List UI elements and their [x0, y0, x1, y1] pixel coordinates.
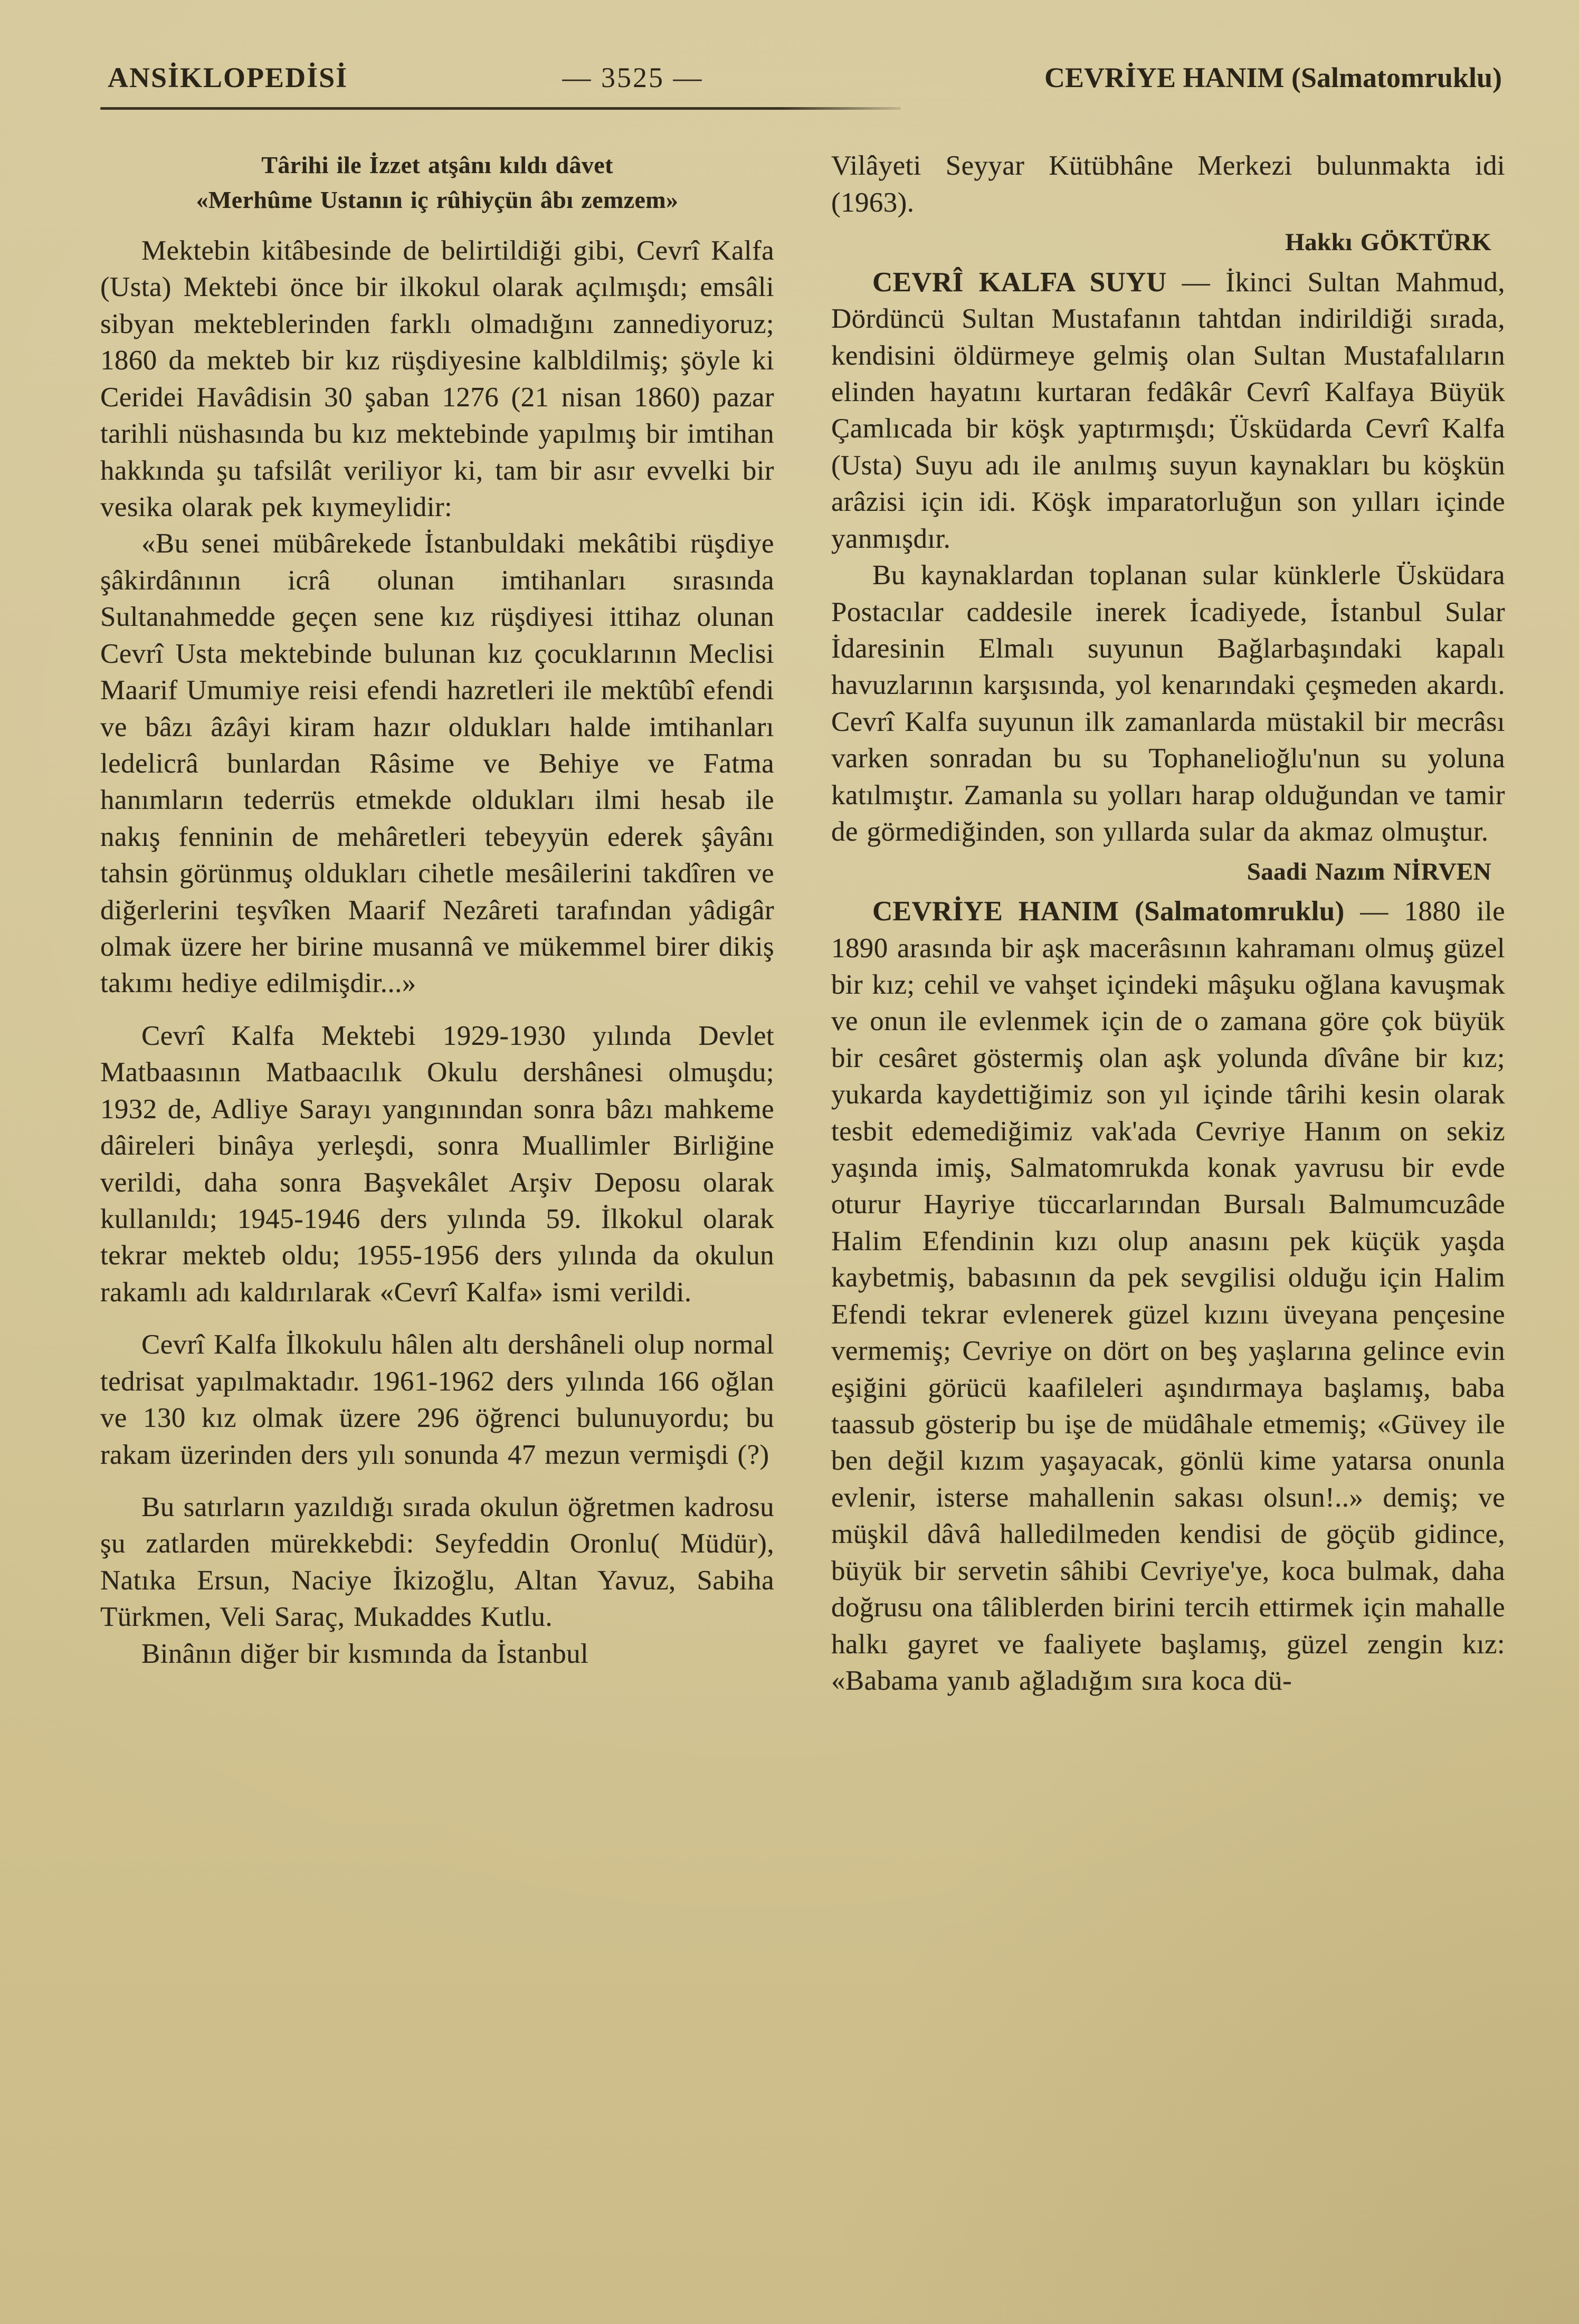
epigraph-line: «Merhûme Ustanın iç rûhiyçün âbı zemzem» — [196, 186, 679, 213]
header-rule — [100, 107, 901, 110]
epigraph-line: Târihi ile İzzet atşânı kıldı dâvet — [261, 151, 613, 179]
page-header — [100, 62, 1505, 93]
right-column — [831, 148, 1505, 1699]
entry-paragraph: CEVRİYE HANIM (Salmatomruklu) — 1880 ile 1890 arasında bir aşk macerâsının kahramanı olmuş güzel bir kız; cehil ve vahşet içindeki mâşuku oğlana kavuşmak ve onun ile evlenmek için de o zamana göre çok büyük bir cesâret göstermiş olan aşk yolunda dîvâne bir kız; yukarda kaydettiğimiz son yıl içinde târihi kesin olarak tesbit edemediğimiz vak'ada Cevriye Hanım on sekiz yaşında imiş, Salmatomrukda konak yavrusu bir evde oturur Hayriye tüccarlarından Bursalı Balmumcuzâde Halim Efendinin kızı olup anasını pek küçük yaşda kaybetmiş, babasının da pek sevgilisi olduğu için Halim Efendi tekrar evlenerek güzel kızını üveyana pençesine vermemiş; Cevriye on dört on beş yaşlarına gelince evin eşiğini görücü kaafileleri aşındırmaya başlamış, baba taassub gösterip bu işe de müdâhale etmemiş; «Güvey ile ben değil kızım yaşayacak, gönlü kime yatarsa onunla evlenir, isterse mahallenin sakası olsun!..» demiş; ve müşkil dâvâ halledilmeden kendisi de göçüb gidince, büyük bir servetin sâhibi Cevriye'ye, koca bulmak, daha doğrusu ona tâliblerden birini tercih ettirmek için mahalle halkı gayret ve faaliyete başlamış, güzel zengin kız: «Babama yanıb ağladığım sıra koca dü- — [831, 896, 1506, 1696]
body-paragraph: Bu satırların yazıldığı sırada okulun öğretmen kadrosu şu zatlarden mürekkebdi: Seyfeddin Oronlu( Müdür), Natıka Ersun, Naciye İkizoğlu, Altan Yavuz, Sabiha Türkmen, Veli Saraç, Mukaddes Kutlu. — [100, 1491, 774, 1633]
entry-headword: CEVRİYE HANIM (Salmatomruklu) — [872, 896, 1345, 927]
body-paragraph: «Bu senei mübârekede İstanbuldaki mekâtibi rüşdiye şâkirdânının icrâ olunan imtihanları sırasında Sultanahmedde geçen sene kız rüşdiyesi ittihaz olunan Cevrî Usta mektebinde bulunan kız çocuklarının Meclisi Maarif Umumiye reisi efendi hazretleri ile mektûbî efendi ve bâzı âzâyi kiram hazır oldukları halde imtihanları ledelicrâ bunlardan Râsime ve Behiye ve Fatma hanımların tederrüs etmekde oldukları ilmi hesab ile nakış fenninin de mehâretleri tebeyyün ederek şâyânı tahsin görünmuş oldukları cihetle mesâilerini takdîren ve diğerlerini teşvîken Maarif Nezâreti tarafından yâdigâr olmak üzere her birine musannâ ve mükemmel birer dikiş takımı hediye edilmişdir...» — [100, 528, 774, 999]
text-columns — [100, 148, 1505, 1699]
entry-headword: CEVRÎ KALFA SUYU — [872, 266, 1167, 298]
body-paragraph: Mektebin kitâbesinde de belirtildiği gibi, Cevrî Kalfa (Usta) Mektebi önce bir ilkokul olarak açılmışdı; emsâli sibyan mekteblerinden farklı olmadığını zannediyoruz; 1860 da mekteb bir kız rüşdiyesine kalbldilmiş; şöyle ki Ceridei Havâdisin 30 şaban 1276 (21 nisan 1860) pazar tarihli nüshasında bu kız mektebinde yapılmış bir imtihan hakkında şu tafsilât veriliyor ki, tam bir asır evvelki bir vesika olarak pek kıymeylidir: — [100, 235, 774, 522]
body-paragraph: Bu kaynaklardan toplanan sular künklerle Üsküdara Postacılar caddesile inerek İcadiyede, İstanbul Sular İdaresinin Elmalı suyunun Bağlarbaşındaki kapalı havuzlarının karşısında, yol kenarındaki çeşmeden akardı. Cevrî Kalfa suyunun ilk zamanlarda müstakil bir mecrâsı varken sonradan bu su Tophanelioğlu'nun su yoluna katılmıştır. Zamanla su yolları harap olduğundan ve tamir de görmediğinden, son yıllarda sular da akmaz olmuştur. — [831, 560, 1505, 847]
epigraph-verse — [100, 148, 774, 217]
author-signature: Hakkı GÖKTÜRK — [1285, 228, 1491, 256]
entry-paragraph: CEVRÎ KALFA SUYU — İkinci Sultan Mahmud, Dördüncü Sultan Mustafanın tahtdan indirildiği sırada, kendisini öldürmeye gelmiş olan Sultan Mustafalıların elinden hayatını kurtaran fedâkâr Cevrî Kalfaya Büyük Çamlıcada bir köşk yaptırmışdı; Üsküdarda Cevrî Kalfa (Usta) Suyu adı ile anılmış suyun kaynakları bu köşkün arâzisi için idi. Köşk imparatorluğun son yılları içinde yanmışdır. — [831, 266, 1505, 554]
body-paragraph: Binânın diğer bir kısmında da İstanbul — [141, 1638, 589, 1669]
header-entry-title: CEVRİYE HANIM (Salmatomruklu) — [1044, 62, 1502, 93]
header-publication-title: ANSİKLOPEDİSİ — [108, 62, 348, 93]
body-paragraph: Cevrî Kalfa Mektebi 1929-1930 yılında Devlet Matbaasının Matbaacılık Okulu dershânesi olmuşdu; 1932 de, Adliye Sarayı yangınından sonra bâzı mahkeme dâireleri binâya yerleşdi, sonra Muallimler Birliğine verildi, daha sonra Başvekâlet Arşiv Deposu olarak kullanıldı; 1945-1946 ders yılında 59. İlkokul olarak tekrar mekteb oldu; 1955-1956 ders yılında da okulun rakamlı adı kaldırılarak «Cevrî Kalfa» ismi verildi. — [100, 1020, 774, 1308]
left-column — [100, 148, 774, 1699]
body-paragraph: Cevrî Kalfa İlkokulu hâlen altı dershâneli olup normal tedrisat yapılmaktadır. 1961-1962 ders yılında 166 oğlan ve 130 kız olmak üzere 296 öğrenci bulunuyordu; bu rakam üzerinden ders yılı sonunda 47 mezun vermişdi (?) — [100, 1329, 774, 1470]
author-signature: Saadi Nazım NİRVEN — [1247, 858, 1491, 885]
body-paragraph: Vilâyeti Seyyar Kütübhâne Merkezi bulunmakta idi (1963). — [831, 150, 1505, 218]
header-page-number: — 3525 — — [562, 62, 703, 93]
